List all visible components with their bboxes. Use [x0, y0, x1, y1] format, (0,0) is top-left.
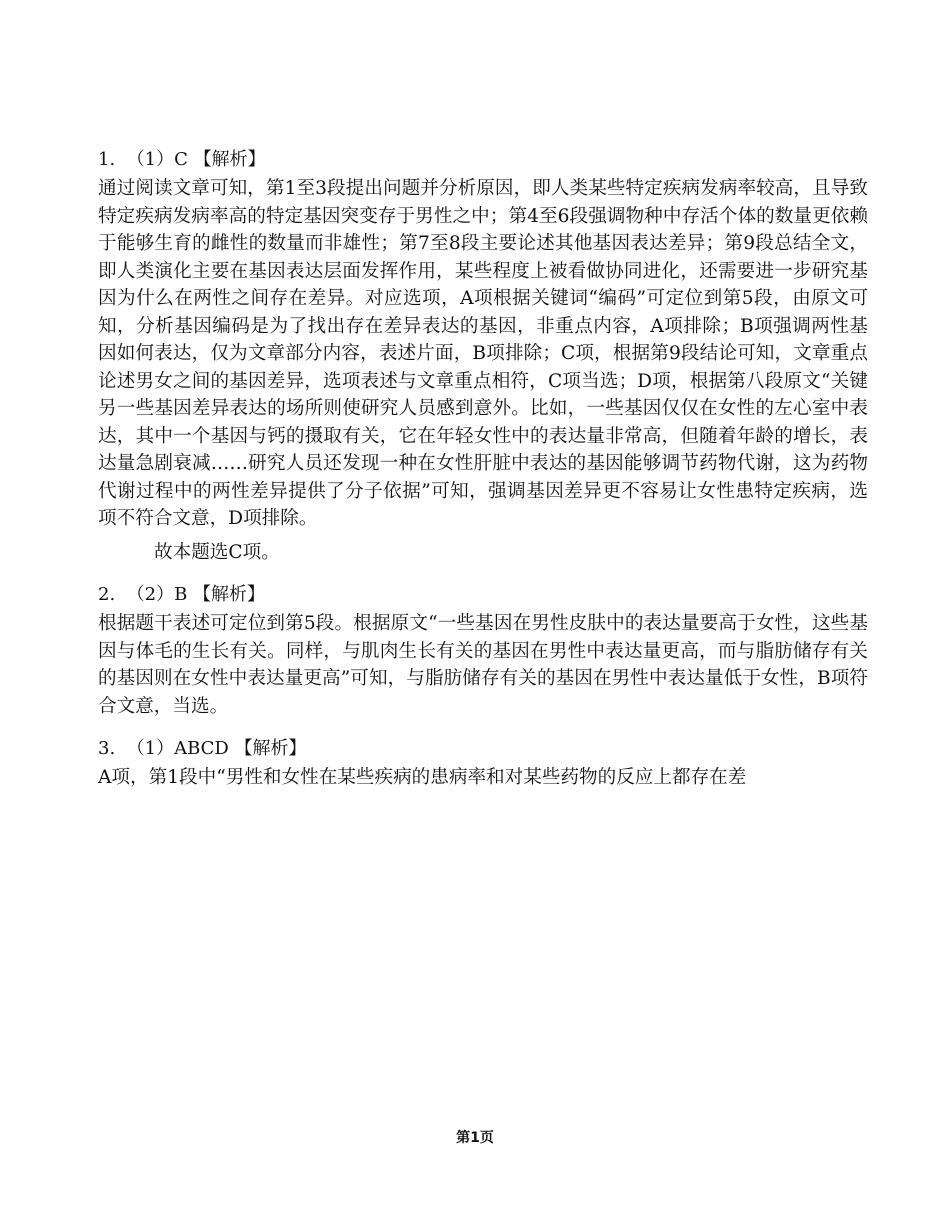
answer-1-explanation: 通过阅读文章可知，第1至3段提出问题并分析原因，即人类某些特定疾病发病率较高，且导致特定疾病发病率高的特定基因突变存于男性之中；第4至6段强调物种中存活个体的数量更依赖于能够生育的雌性的数量而非雄性；第7至8段主要论述其他基因表达差异；第9段总结全文，即人类演化主要在基因表达层面发挥作用，某些程度上被看做协同进化，还需要进一步研究基因为什么在两性之间存在差异。对应选项，A项根据关键词“编码”可定位到第5段，由原文可知，分析基因编码是为了找出存在差异表达的基因，非重点内容，A项排除；B项强调两性基因如何表达，仅为文章部分内容，表述片面，B项排除；C项，根据第9段结论可知，文章重点论述男女之间的基因差异，选项表述与文章重点相符，C项当选；D项，根据第八段原文“关键另一些基因差异表达的场所则使研究人员感到意外。比如，一些基因仅仅在女性的左心室中表达，其中一个基因与钙的摄取有关，它在年轻女性中的表达量非常高，但随着年龄的增长，表达量急剧衰减……研究人员还发现一种在女性肝脏中表达的基因能够调节药物代谢，这为药物代谢过程中的两性差异提供了分子依据”可知，强调基因差异更不容易让女性患特定疾病，选项不符合文意，D项排除。 — [98, 178, 868, 529]
document-page — [98, 145, 868, 792]
answer-3 — [98, 734, 868, 792]
answer-1-heading: 1. （1）C 【解析】 — [98, 149, 266, 170]
answer-2-explanation: 根据题干表述可定位到第5段。根据原文“一些基因在男性皮肤中的表达量要高于女性，这些基因与体毛的生长有关。同样，与肌肉生长有关的基因在男性中表达量更高，而与脂肪储存有关的基因则在女性中表达量更高”可知，与脂肪储存有关的基因在男性中表达量低于女性，B项符合文意，当选。 — [98, 613, 868, 717]
answer-2 — [98, 580, 868, 720]
page-number: 第1页 — [456, 1130, 494, 1146]
answer-1-conclusion: 故本题选C项。 — [154, 541, 280, 563]
answer-1 — [98, 145, 868, 566]
answer-3-explanation: A项，第1段中“男性和女性在某些疾病的患病率和对某些药物的反应上都存在差 — [98, 767, 747, 788]
answer-2-heading: 2. （2）B 【解析】 — [98, 584, 266, 605]
answer-3-heading: 3. （1）ABCD 【解析】 — [98, 738, 307, 759]
